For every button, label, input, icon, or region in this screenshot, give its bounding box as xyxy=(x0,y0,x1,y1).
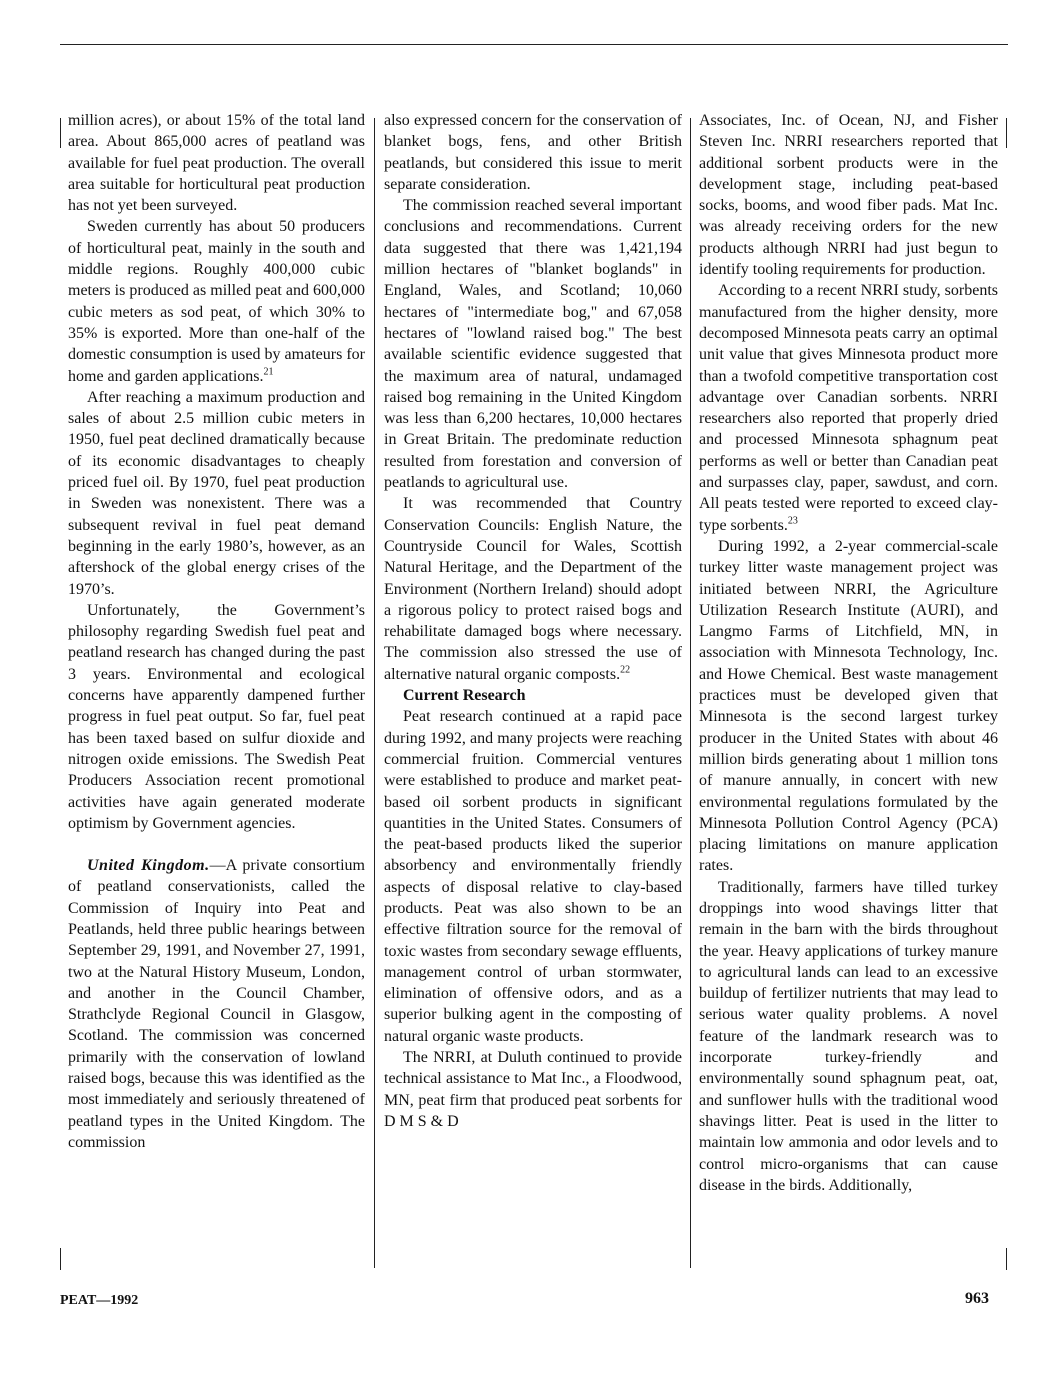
section-heading: Current Research xyxy=(403,687,526,705)
paragraph: Traditionally, farmers have tilled turkey droppings into wood shavings litter that remain in the barn with the birds throughout the year. Heavy applications of turkey manure to agricultural lands can lead to an excessive buildup of fertilizer nutrients that may lead to serious water quality problems. A novel feature of the landmark research was to incorporate turkey-friendly and environmentally sound sphagnum peat, oat, and sunflower hulls with the traditional wood shavings litter. Peat is used in the litter to maintain low ammonia and odor levels and to control micro-organisms that can cause disease in the birds. Additionally, xyxy=(699,878,998,1194)
paragraph: It was recommended that Country Conservation Councils: English Nature, the Countryside Council for Wales, Scottish Natural Heritage, and the Department of the Environment (Northern Ireland) should adopt a rigorous policy to protect raised bogs and rehabilitate damaged bogs where necessary. The commission also stressed the use of alternative natural organic composts.$^{22}$ xyxy=(384,495,682,683)
page-number: 963 xyxy=(965,1290,989,1307)
paragraph: According to a recent NRRI study, sorbents manufactured from the higher density, more decomposed Minnesota peats carry an optimal unit value that gives Minnesota product more than a twofold competitive transportation cost advantage over Canadian sorbents. NRRI researchers also reported that properly dried and processed Minnesota sphagnum peat performs as well or better than Canadian peat and surpasses clay, paper, sawdust, and corn. All peats tested were reported to exceed clay-type sorbents.$^{23}$ xyxy=(699,282,998,534)
text-column-left xyxy=(68,110,365,1270)
section-subheading: United Kingdom. xyxy=(87,857,210,875)
column-rule-right xyxy=(1006,118,1007,148)
running-footer: PEAT—1992 xyxy=(60,1293,139,1308)
column-rule-left-bottom xyxy=(60,1248,61,1270)
paragraph: The NRRI, at Duluth continued to provide technical assistance to Mat Inc., a Floodwood, MN, peat firm that produced peat sorbents for D M S & D xyxy=(384,1049,682,1130)
column-rule-right-bottom xyxy=(1006,1248,1007,1270)
text-column-middle xyxy=(384,110,682,1270)
column-divider-2 xyxy=(690,118,691,1268)
paragraph: million acres), or about 15% of the total land area. About 865,000 acres of peatland was available for fuel peat production. The overall area suitable for horticultural peat production has not yet been surveyed. xyxy=(68,112,365,215)
paragraph: also expressed concern for the conservation of blanket bogs, fens, and other British peatlands, but considered this issue to merit separate consideration. xyxy=(384,112,682,193)
column-divider-1 xyxy=(374,118,375,1268)
paragraph: Associates, Inc. of Ocean, NJ, and Fisher Steven Inc. NRRI researchers reported that additional sorbent products were in the development stage, including peat-based socks, booms, and wood fiber pads. Mat Inc. was already receiving orders for the new products although NRRI had just begun to identify tooling requirements for production. xyxy=(699,112,998,279)
paragraph: The commission reached several important conclusions and recommendations. Current data suggested that there was 1,421,194 million hectares of "blanket boglands" in England, Wales, and Scotland; 10,060 hectares of "intermediate bog," and 67,058 hectares of "lowland raised bog." The best available scientific evidence suggested that the maximum area of natural, undamaged raised bog remaining in the United Kingdom was less than 6,200 hectares, 10,000 hectares in Great Britain. The predominate reduction resulted from forestation and conversion of peatlands to agricultural use. xyxy=(384,197,682,492)
footnote-ref: 23 xyxy=(787,515,798,527)
paragraph-united-kingdom: United Kingdom.—A private consortium of peatland conservationists, called the Commission of Inquiry into Peat and Peatlands, held three public hearings between September 29, 1991, and November 27, 1991, two at the Natural History Museum, London, and another in the Council Chamber, Strathclyde Regional Council in Glasgow, Scotland. The commission was concerned primarily with the conservation of lowland raised bogs, because this was identified as the most immediately and seriously threatened of peatland types in the United Kingdom. The commission xyxy=(68,857,365,1151)
paragraph: During 1992, a 2-year commercial-scale turkey litter waste management project was initiated between NRRI, the Agriculture Utilization Research Institute (AURI), and Langmo Farms of Litchfield, MN, in association with Minnesota Technology, Inc. and Howe Chemical. Best waste management practices must be developed given that Minnesota is the second largest turkey producer in the United States with about 46 million birds generating about 1 million tons of manure annually, in concert with new environmental regulations formulated by the Minnesota Pollution Control Agency (PCA) placing limitations on manure application rates. xyxy=(699,537,998,875)
paragraph: Peat research continued at a rapid pace during 1992, and many projects were reaching commercial fruition. Commercial ventures were established to produce and market peat-based oil sorbent products in significant quantities in the United States. Consumers of the peat-based products liked the superior absorbency and environmentally friendly aspects of disposal relative to clay-based products. Peat was also shown to be an effective filtration source for the removal of toxic wastes from secondary sewage effluents, management control of urban stormwater, elimination of offensive odors, and as a superior bulking agent in the composting of natural organic waste products. xyxy=(384,708,682,1045)
paragraph: Unfortunately, the Government’s philosophy regarding Swedish fuel peat and peatland research has changed during the past 3 years. Environmental and ecological concerns have apparently dampened further progress in fuel peat output. So far, fuel peat has been taxed based on sulfur dioxide and nitrogen oxide emissions. The Swedish Peat Producers Association recent promotional activities have again generated moderate optimism by Government agencies. xyxy=(68,601,365,832)
text-column-right xyxy=(699,110,998,1270)
paragraph: After reaching a maximum production and sales of about 2.5 million cubic meters in 1950, fuel peat declined dramatically because of its economic disadvantages to cheaply priced fuel oil. By 1970, fuel peat production in Sweden was nonexistent. There was a subsequent revival in fuel peat demand beginning in the early 1980’s, however, as an aftershock of the global energy crises of the 1970’s. xyxy=(68,388,365,598)
paragraph: Sweden currently has about 50 producers of horticultural peat, mainly in the south and middle regions. Roughly 400,000 cubic meters is produced as milled peat and 600,000 cubic meters as sod peat, of which 30% to 35% is exported. More than one-half of the domestic consumption is used by amateurs for home and garden applications.$^{21}$ xyxy=(68,218,365,385)
footnote-ref: 21 xyxy=(263,366,274,378)
column-rule-left xyxy=(60,118,61,148)
header-rule xyxy=(60,44,1008,45)
footnote-ref: 22 xyxy=(620,664,631,676)
